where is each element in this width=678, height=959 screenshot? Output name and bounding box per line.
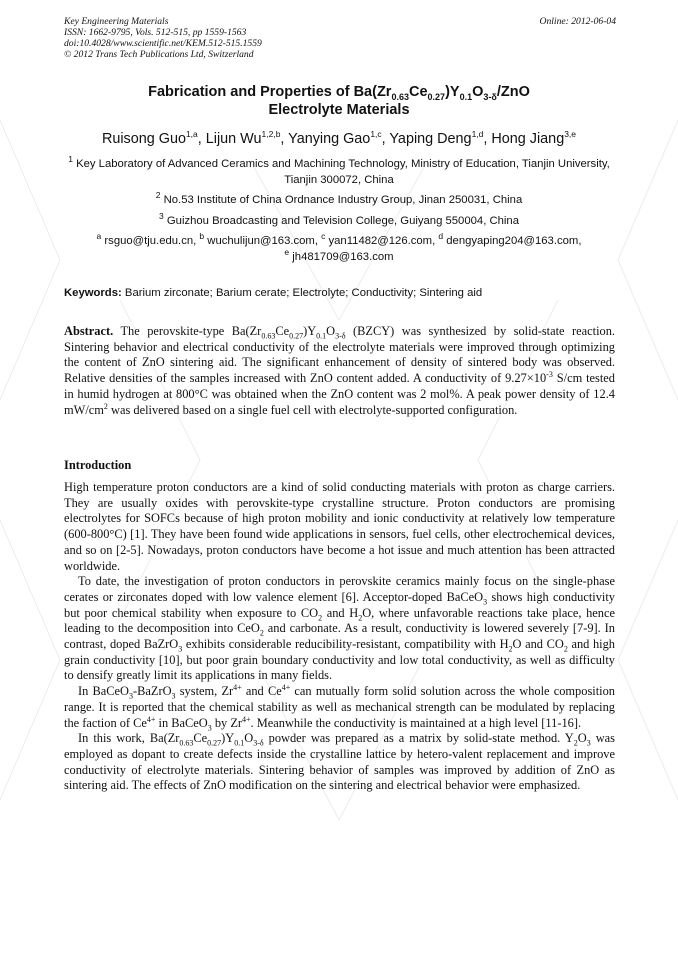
affiliation-2: $^2$ No.53 Institute of China Ordnance Industry Group, Jinan 250031, China <box>155 190 523 206</box>
intro-paragraph-4: In this work, $Ba(Zr_{0.63}Ce_{0.27})Y_{0.1}O_{3-\delta}$ powder was prepared as a matrix by solid-state method. $Y_2O_3$ was employed as dopant to create defects inside the crystalline lattice by hetero-valent replacement and improve conductivity of electrolyte materials. Sintering behavior of samples was improved by addition of ZnO as sintering aid. The effects of ZnO modification on the sintering and electrical behavior were emphasized. <box>64 731 615 793</box>
keywords-label: Keywords: <box>64 287 122 299</box>
author: Hong Jiang <box>491 131 565 147</box>
email-link[interactable]: wuchulijun@163.com, <box>207 235 318 247</box>
email-list: $^a$ rsguo@tju.edu.cn, $^b$ wuchulijun@163.com, $^c$ yan11482@126.com, $^d$ dengyaping204@163.com, $^e$ jh481709@163.com <box>96 231 582 263</box>
email-link[interactable]: jh481709@163.com <box>292 250 394 263</box>
online-date: Online: 2012-06-04 <box>539 16 616 27</box>
introduction-body <box>64 480 615 794</box>
copyright-line: © 2012 Trans Tech Publications Ltd, Switzerland <box>64 49 254 60</box>
intro-paragraph-3: In BaCeO$_3$-BaZrO$_3$ system, $Zr^{4+}$ and $Ce^{4+}$ can mutually form solid solution across the whole composition range. It is reported that the chemical stability as well as mechanical strength can be modulated by replacing the faction of $Ce^{4+}$ in BaCeO$_3$ by $Zr^{4+}$. Meanwhile the conductivity is maintained at a high level [11-16]. <box>64 683 615 733</box>
affiliation-1: $^1$ Key Laboratory of Advanced Ceramics and Machining Technology, Ministry of Education, Tianjin University, Tianjin 300072, China <box>68 154 610 186</box>
email-link[interactable]: dengyaping204@163.com, <box>446 235 582 247</box>
affiliation-3: $^3$ Guizhou Broadcasting and Television College, Guiyang 550004, China <box>159 211 519 227</box>
running-header <box>64 16 616 60</box>
intro-paragraph-1: High temperature proton conductors are a kind of solid conducting materials with proton as charge carriers. They are usually oxides with perovskite-type crystalline structure. Proton conductors are promising electrolytes for SOFCs because of high proton mobility and ionic conductivity at relatively low temperature (600-800°C) [1]. They have been found wide applications in sensors, fuel cells, other electrochemical devices, and so on [2-5]. Nowadays, proton conductors have become a hot issue and much attention has been attracted worldwide. <box>64 480 615 573</box>
author: Ruisong Guo <box>101 131 186 147</box>
author: Yaping Deng <box>389 131 472 147</box>
keywords <box>64 286 616 301</box>
email-link[interactable]: rsguo@tju.edu.cn, <box>104 235 197 247</box>
paper-title: Fabrication and Properties of $Ba(Zr_{0.63}Ce_{0.27})Y_{0.1}O_{3-\delta}$/ZnO Electrolyte Materials <box>148 84 530 118</box>
issn-line: ISSN: 1662-9795, Vols. 512-515, pp 1559-1563 <box>64 27 247 38</box>
author: Lijun Wu <box>205 131 262 147</box>
doi-line: doi:10.4028/www.scientific.net/KEM.512-515.1559 <box>64 38 262 49</box>
intro-paragraph-2: To date, the investigation of proton conductors in perovskite ceramics mainly focus on the single-phase cerates or zirconates doped with low valence element [6]. Acceptor-doped BaCeO$_3$ shows high conductivity but poor chemical stability when exposure to $CO_2$ and $H_2O$, where unfavorable reactions take place, hence leading to the decomposition into CeO$_2$ and carbonate. As a result, conductivity is lowered severely [7-9]. In contrast, doped BaZrO$_3$ exhibits considerable reducibility-resistant, compatibility with $H_2O$ and $CO_2$ and high grain conductivity [10], but poor grain boundary conductivity and low total conductivity, as well as difficulty to densify greatly limit its applications in many fields. <box>64 574 615 683</box>
section-heading-introduction: Introduction <box>64 458 132 472</box>
author: Yanying Gao <box>288 131 371 147</box>
author-list: Ruisong Guo$^{1,a}$, Lijun Wu$^{1,2,b}$, Yanying Gao$^{1,c}$, Yaping Deng$^{1,d}$, Hong Jiang$^{3,e}$ <box>101 129 577 147</box>
journal-name: Key Engineering Materials <box>64 16 169 27</box>
abstract-label: Abstract. <box>64 324 114 338</box>
abstract: Abstract. The perovskite-type $Ba(Zr_{0.63}Ce_{0.27})Y_{0.1}O_{3-\delta}$ (BZCY) was synthesized by solid-state reaction. Sintering behavior and electrical conductivity of the electrolyte materials were improved through optimizing the content of ZnO sintering aid. The significant enhancement of density of sintered body was observed. Relative densities of the samples increased with ZnO content added. A conductivity of $9.27\times 10^{-3}$ S/cm tested in humid hydrogen at 800°C was obtained when the ZnO content was 2 mol%. A peak power density of 12.4 $mW/cm^2$ was delivered based on a single fuel cell with electrolyte-supported configuration. <box>64 324 616 417</box>
keywords-text: Barium zirconate; Barium cerate; Electrolyte; Conductivity; Sintering aid <box>124 287 483 299</box>
email-link[interactable]: yan11482@126.com, <box>328 235 436 247</box>
